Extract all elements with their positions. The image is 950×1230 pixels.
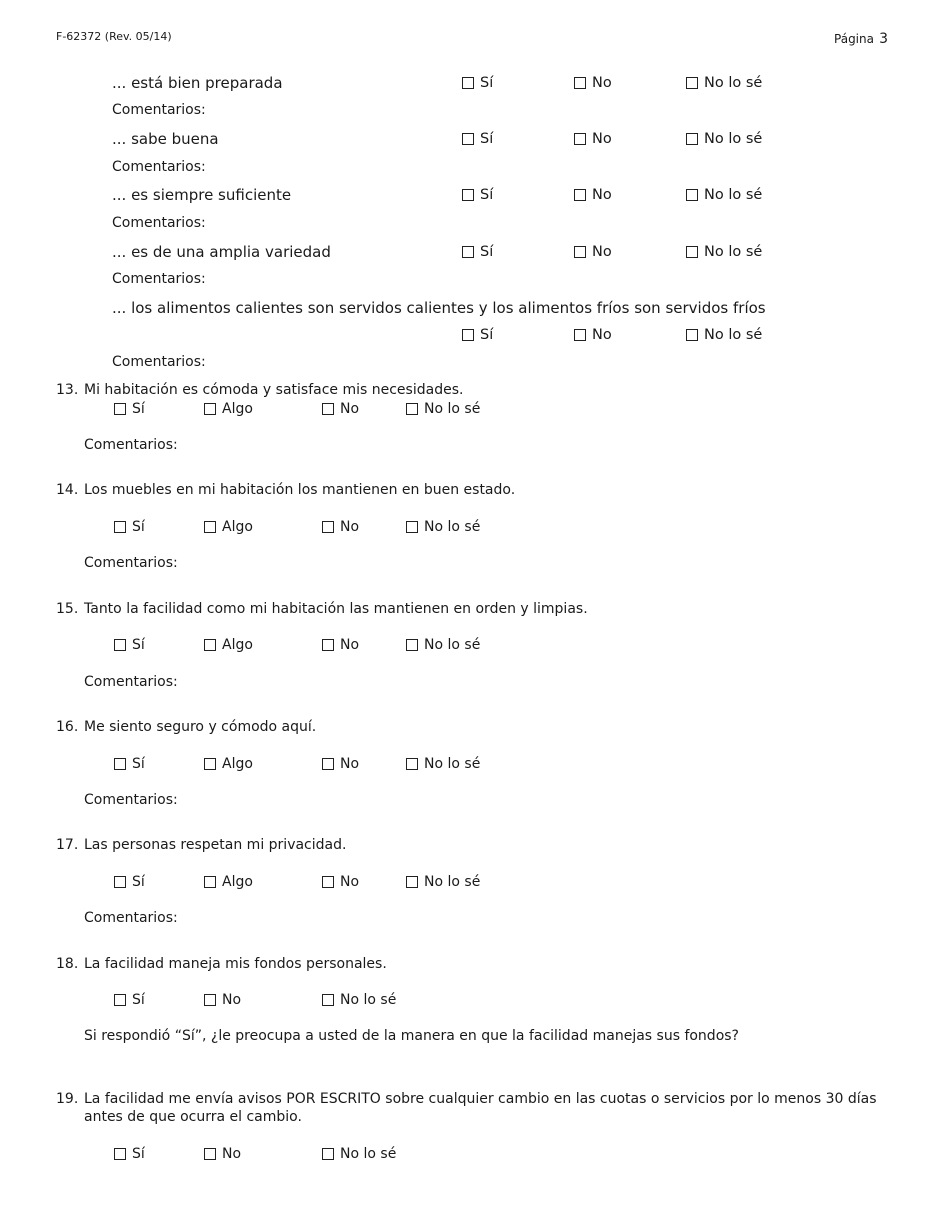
option-label: Sí: [132, 874, 145, 890]
checkbox[interactable]: [686, 329, 698, 341]
option-label: No lo sé: [424, 519, 481, 535]
checkbox[interactable]: [114, 876, 126, 888]
checkbox[interactable]: [114, 403, 126, 415]
question-16: [56, 719, 316, 735]
checkbox[interactable]: [574, 246, 586, 258]
food-variety-si-option[interactable]: [462, 244, 493, 260]
comments-label: Comentarios:: [112, 354, 206, 370]
checkbox[interactable]: [462, 329, 474, 341]
checkbox[interactable]: [686, 133, 698, 145]
option-label: No lo sé: [424, 756, 481, 772]
option-label: Sí: [480, 327, 494, 343]
option-label: No lo sé: [424, 637, 481, 653]
question-number: 14.: [56, 482, 79, 498]
checkbox[interactable]: [574, 329, 586, 341]
q17-nolose-option[interactable]: [406, 874, 480, 890]
checkbox[interactable]: [406, 758, 418, 770]
food-item-variety: ... es de una amplia variedad: [112, 243, 331, 261]
option-label: Algo: [222, 874, 253, 890]
checkbox[interactable]: [114, 1148, 126, 1160]
option-label: No lo sé: [424, 401, 481, 417]
q19-nolose-option[interactable]: [322, 1146, 396, 1162]
q17-algo-option[interactable]: [204, 874, 253, 890]
option-label: No: [592, 131, 612, 147]
checkbox[interactable]: [322, 403, 334, 415]
option-label: No lo sé: [424, 874, 481, 890]
q18-nolose-option[interactable]: [322, 992, 396, 1008]
option-label: Sí: [132, 637, 145, 653]
q13-nolose-option[interactable]: [406, 401, 480, 417]
checkbox[interactable]: [204, 758, 216, 770]
food-item-prepared: ... está bien preparada: [112, 74, 283, 92]
comments-label: Comentarios:: [84, 792, 178, 808]
question-text: Mi habitación es cómoda y satisface mis necesidades.: [84, 382, 464, 398]
comments-label: Comentarios:: [112, 102, 206, 118]
q16-algo-option[interactable]: [204, 756, 253, 772]
food-temperature-no-option[interactable]: [574, 327, 612, 343]
question-text: Tanto la facilidad como mi habitación las mantienen en orden y limpias.: [84, 601, 588, 617]
q15-si-option[interactable]: [114, 637, 145, 653]
option-label: No: [340, 519, 360, 535]
food-variety-nolose-option[interactable]: [686, 244, 762, 260]
food-sufficient-no-option[interactable]: [574, 187, 612, 203]
question-number: 15.: [56, 601, 79, 617]
question-text: Los muebles en mi habitación los mantienen en buen estado.: [84, 482, 516, 498]
option-label: Algo: [222, 519, 253, 535]
question-text: Me siento seguro y cómodo aquí.: [84, 719, 317, 735]
checkbox[interactable]: [406, 521, 418, 533]
question-text: Las personas respetan mi privacidad.: [84, 837, 347, 853]
checkbox[interactable]: [204, 403, 216, 415]
option-label: Sí: [480, 187, 494, 203]
food-temperature-si-option[interactable]: [462, 327, 493, 343]
q17-no-option[interactable]: [322, 874, 359, 890]
checkbox[interactable]: [574, 77, 586, 89]
checkbox[interactable]: [322, 521, 334, 533]
checkbox[interactable]: [462, 77, 474, 89]
checkbox[interactable]: [204, 639, 216, 651]
checkbox[interactable]: [686, 246, 698, 258]
comments-label: Comentarios:: [112, 215, 206, 231]
checkbox[interactable]: [322, 994, 334, 1006]
q16-no-option[interactable]: [322, 756, 359, 772]
option-label: Sí: [480, 75, 494, 91]
option-label: No lo sé: [704, 75, 763, 91]
checkbox[interactable]: [114, 758, 126, 770]
comments-label: Comentarios:: [84, 437, 178, 453]
comments-label: Comentarios:: [112, 159, 206, 175]
checkbox[interactable]: [462, 246, 474, 258]
option-label: Sí: [480, 131, 494, 147]
q15-nolose-option[interactable]: [406, 637, 480, 653]
option-label: Sí: [132, 1146, 145, 1162]
q19-no-option[interactable]: [204, 1146, 241, 1162]
q14-no-option[interactable]: [322, 519, 359, 535]
option-label: Sí: [132, 401, 145, 417]
question-19: [56, 1091, 877, 1107]
q16-nolose-option[interactable]: [406, 756, 480, 772]
q16-si-option[interactable]: [114, 756, 145, 772]
food-prepared-no-option[interactable]: [574, 75, 612, 91]
option-label: No lo sé: [704, 327, 763, 343]
checkbox[interactable]: [204, 521, 216, 533]
food-item-taste: ... sabe buena: [112, 130, 219, 148]
form-id: F-62372 (Rev. 05/14): [56, 30, 172, 43]
food-sufficient-si-option[interactable]: [462, 187, 493, 203]
food-item-sufficient: ... es siempre suficiente: [112, 186, 292, 204]
checkbox[interactable]: [462, 133, 474, 145]
question-18: [56, 956, 387, 972]
checkbox[interactable]: [114, 994, 126, 1006]
option-label: No: [340, 401, 360, 417]
comments-label: Comentarios:: [84, 674, 178, 690]
q13-algo-option[interactable]: [204, 401, 253, 417]
option-label: Sí: [132, 992, 145, 1008]
q14-si-option[interactable]: [114, 519, 145, 535]
question-number: 13.: [56, 382, 79, 398]
checkbox[interactable]: [406, 876, 418, 888]
checkbox[interactable]: [204, 876, 216, 888]
option-label: No: [592, 187, 612, 203]
comments-label: Comentarios:: [84, 910, 178, 926]
option-label: No: [592, 244, 612, 260]
option-label: No: [222, 992, 242, 1008]
q15-algo-option[interactable]: [204, 637, 253, 653]
option-label: Sí: [132, 519, 145, 535]
question-14: [56, 482, 515, 498]
page-label: Página: [834, 32, 874, 46]
option-label: No: [222, 1146, 242, 1162]
checkbox[interactable]: [204, 994, 216, 1006]
option-label: No: [592, 75, 612, 91]
q17-si-option[interactable]: [114, 874, 145, 890]
question-number: 18.: [56, 956, 79, 972]
checkbox[interactable]: [574, 133, 586, 145]
q18-si-option[interactable]: [114, 992, 145, 1008]
checkbox[interactable]: [574, 189, 586, 201]
food-prepared-si-option[interactable]: [462, 75, 493, 91]
q13-no-option[interactable]: [322, 401, 359, 417]
food-sufficient-nolose-option[interactable]: [686, 187, 762, 203]
q19-si-option[interactable]: [114, 1146, 145, 1162]
checkbox[interactable]: [406, 639, 418, 651]
option-label: No lo sé: [340, 992, 397, 1008]
option-label: Sí: [132, 756, 145, 772]
checkbox[interactable]: [406, 403, 418, 415]
question-number: 19.: [56, 1091, 79, 1107]
q14-algo-option[interactable]: [204, 519, 253, 535]
q15-no-option[interactable]: [322, 637, 359, 653]
question-17: [56, 837, 346, 853]
checkbox[interactable]: [686, 77, 698, 89]
option-label: No: [340, 756, 360, 772]
question-13: [56, 382, 463, 398]
checkbox[interactable]: [322, 758, 334, 770]
option-label: No: [340, 874, 360, 890]
comments-label: Comentarios:: [112, 271, 206, 287]
page-indicator: [834, 28, 888, 47]
option-label: No: [592, 327, 612, 343]
page-number: 3: [879, 31, 888, 47]
option-label: Sí: [480, 244, 494, 260]
q13-si-option[interactable]: [114, 401, 145, 417]
q14-nolose-option[interactable]: [406, 519, 480, 535]
option-label: No lo sé: [704, 187, 763, 203]
question-text-continued: antes de que ocurra el cambio.: [84, 1109, 302, 1125]
comments-label: Comentarios:: [84, 555, 178, 571]
option-label: Algo: [222, 401, 253, 417]
food-taste-si-option[interactable]: [462, 131, 493, 147]
food-variety-no-option[interactable]: [574, 244, 612, 260]
option-label: Algo: [222, 756, 253, 772]
question-text: La facilidad me envía avisos POR ESCRITO sobre cualquier cambio en las cuotas o servicios por lo menos 30 días: [84, 1091, 877, 1107]
followup-question: Si respondió “Sí”, ¿le preocupa a usted de la manera en que la facilidad manejas sus fondos?: [84, 1028, 739, 1044]
food-temperature-nolose-option[interactable]: [686, 327, 762, 343]
question-15: [56, 601, 588, 617]
option-label: No lo sé: [340, 1146, 397, 1162]
checkbox[interactable]: [114, 521, 126, 533]
checkbox[interactable]: [686, 189, 698, 201]
question-number: 16.: [56, 719, 79, 735]
checkbox[interactable]: [204, 1148, 216, 1160]
checkbox[interactable]: [114, 639, 126, 651]
checkbox[interactable]: [322, 876, 334, 888]
checkbox[interactable]: [322, 639, 334, 651]
food-prepared-nolose-option[interactable]: [686, 75, 762, 91]
food-item-temperature: ... los alimentos calientes son servidos calientes y los alimentos fríos son servidos fríos: [112, 299, 766, 317]
option-label: No lo sé: [704, 131, 763, 147]
checkbox[interactable]: [462, 189, 474, 201]
question-text: La facilidad maneja mis fondos personales.: [84, 956, 387, 972]
checkbox[interactable]: [322, 1148, 334, 1160]
option-label: Algo: [222, 637, 253, 653]
question-number: 17.: [56, 837, 79, 853]
option-label: No: [340, 637, 360, 653]
food-taste-no-option[interactable]: [574, 131, 612, 147]
q18-no-option[interactable]: [204, 992, 241, 1008]
option-label: No lo sé: [704, 244, 763, 260]
food-taste-nolose-option[interactable]: [686, 131, 762, 147]
